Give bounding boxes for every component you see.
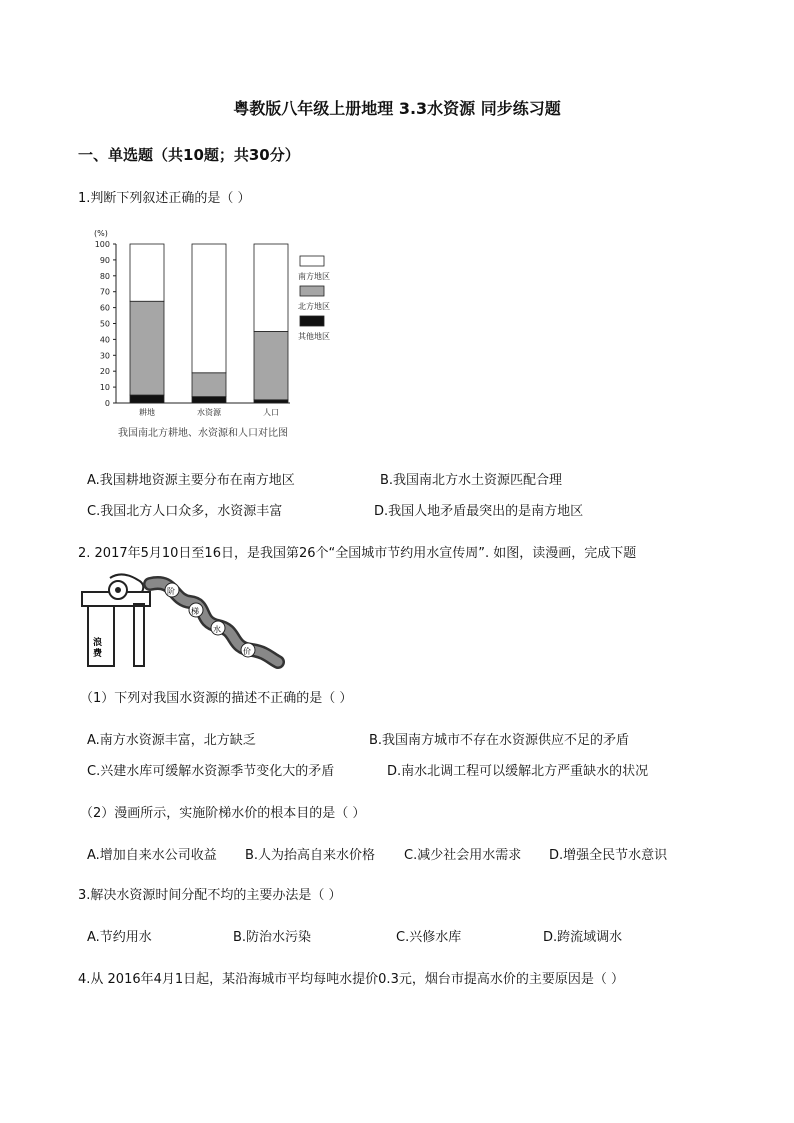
y-tick-label: 50 — [99, 319, 110, 329]
bar-segment-1 — [192, 373, 226, 397]
bar-segment-1 — [192, 397, 226, 403]
chart-legend — [298, 256, 330, 341]
cartoon-tag-4: 价 — [243, 647, 251, 656]
y-tick-label: 60 — [99, 303, 110, 313]
legend-label: 北方地区 — [298, 302, 330, 311]
q1-option-d[interactable]: D.我国人地矛盾最突出的是南方地区 — [374, 504, 584, 519]
bar-group — [130, 244, 288, 403]
cartoon-tap-text-2: 费 — [93, 649, 103, 659]
y-axis-ticks — [95, 240, 116, 408]
q2-1-option-a[interactable]: A.南方水资源丰富，北方缺乏 — [87, 733, 256, 748]
y-tick-label: 10 — [99, 383, 110, 393]
stacked-bar-chart — [80, 226, 370, 446]
water-price-cartoon — [80, 570, 285, 670]
bar-segment-0 — [130, 301, 164, 395]
y-tick-label: 90 — [99, 255, 110, 265]
q2-2-option-d[interactable]: D.增强全民节水意识 — [549, 848, 668, 863]
y-tick-label: 30 — [99, 351, 110, 361]
legend-swatch — [300, 256, 324, 266]
cartoon-tag-1: 阶 — [167, 587, 175, 596]
q2-2-option-c[interactable]: C.减少社会用水需求 — [404, 848, 522, 863]
bar-segment-0 — [130, 244, 164, 301]
bar-segment-2 — [254, 244, 288, 331]
q3-option-d[interactable]: D.跨流域调水 — [543, 930, 623, 945]
q1-option-a[interactable]: A.我国耕地资源主要分布在南方地区 — [87, 473, 295, 488]
question-1-stem: 1.判断下列叙述正确的是（ ） — [78, 191, 251, 206]
question-4-stem: 4.从 2016年4月1日起，某沿海城市平均每吨水提价0.3元，烟台市提高水价的主要原因是（ ） — [78, 972, 624, 987]
question-3-stem: 3.解决水资源时间分配不均的主要办法是（ ） — [78, 888, 342, 903]
bar-segment-2 — [254, 331, 288, 399]
document-title: 粤教版八年级上册地理 3.3水资源 同步练习题 — [233, 99, 561, 118]
y-tick-label: 70 — [99, 287, 110, 297]
chart-title: 我国南北方耕地、水资源和人口对比图 — [118, 428, 288, 439]
y-tick-label: 40 — [99, 335, 110, 345]
section-heading: 一、单选题（共10题；共30分） — [78, 146, 300, 164]
x-tick-label: 水资源 — [197, 408, 221, 417]
question-2-sub-2-stem: （2）漫画所示，实施阶梯水价的根本目的是（ ） — [80, 806, 366, 821]
y-axis-label: (%) — [94, 229, 108, 238]
q1-option-b[interactable]: B.我国南北方水土资源匹配合理 — [380, 473, 563, 488]
x-tick-label: 人口 — [263, 408, 279, 417]
q2-2-option-b[interactable]: B.人为抬高自来水价格 — [245, 848, 376, 863]
question-2-sub-1-stem: （1）下列对我国水资源的描述不正确的是（ ） — [80, 691, 353, 706]
x-tick-label: 耕地 — [139, 408, 155, 417]
y-tick-label: 80 — [99, 271, 110, 281]
q2-1-option-d[interactable]: D.南水北调工程可以缓解北方严重缺水的状况 — [387, 764, 649, 779]
y-tick-label: 100 — [94, 240, 110, 249]
legend-label: 其他地区 — [298, 332, 330, 341]
bar-segment-1 — [192, 244, 226, 373]
legend-label: 南方地区 — [298, 272, 330, 281]
bar-segment-2 — [254, 400, 288, 403]
legend-swatch — [300, 286, 324, 296]
cartoon-tag-2: 梯 — [191, 607, 199, 616]
q2-2-option-a[interactable]: A.增加自来水公司收益 — [87, 848, 217, 863]
cartoon-tap-text-1: 浪 — [93, 638, 103, 648]
bar-segment-0 — [130, 395, 164, 403]
y-tick-label: 20 — [99, 367, 110, 377]
y-tick-label: 0 — [104, 399, 110, 408]
q2-1-option-b[interactable]: B.我国南方城市不存在水资源供应不足的矛盾 — [369, 733, 630, 748]
cartoon-tag-3: 水 — [213, 625, 221, 634]
legend-swatch — [300, 316, 324, 326]
q3-option-c[interactable]: C.兴修水库 — [396, 930, 462, 945]
question-2-stem: 2. 2017年5月10日至16日，是我国第26个“全国城市节约用水宣传周”. 如图，读漫画，完成下题 — [78, 546, 637, 561]
q2-1-option-c[interactable]: C.兴建水库可缓解水资源季节变化大的矛盾 — [87, 764, 335, 779]
q3-option-a[interactable]: A.节约用水 — [87, 930, 152, 945]
q1-option-c[interactable]: C.我国北方人口众多，水资源丰富 — [87, 504, 283, 519]
x-axis-labels — [139, 407, 279, 417]
q3-option-b[interactable]: B.防治水污染 — [233, 930, 312, 945]
